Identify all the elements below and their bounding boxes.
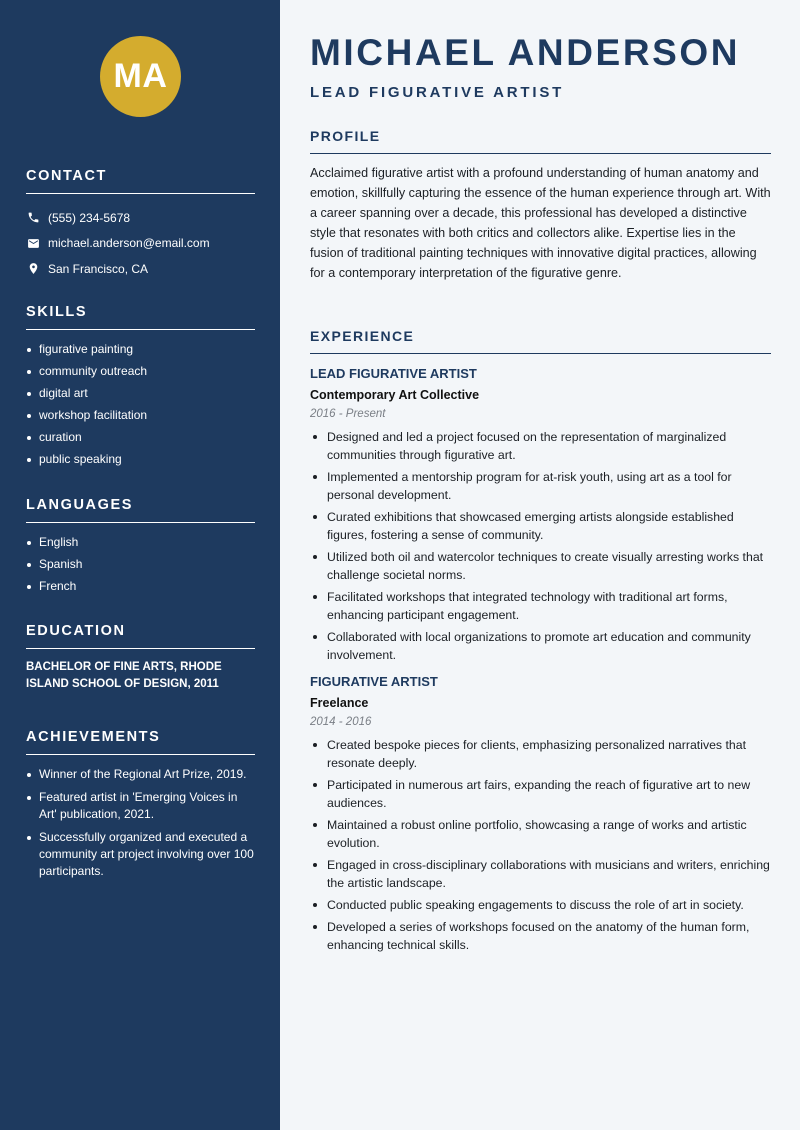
duty-item: Developed a series of workshops focused on the anatomy of the human form, enhancing technical skills.: [310, 918, 771, 954]
language-item: French: [26, 578, 255, 595]
language-item: Spanish: [26, 556, 255, 573]
skills-list: [26, 341, 255, 468]
skill-item: figurative painting: [26, 341, 255, 358]
skills-heading: SKILLS: [26, 304, 255, 330]
achievement-item: Featured artist in 'Emerging Voices in Art' publication, 2021.: [26, 789, 255, 823]
contact-heading: CONTACT: [26, 168, 255, 194]
contact-email: [26, 231, 255, 257]
achievement-item: Winner of the Regional Art Prize, 2019.: [26, 766, 255, 783]
duty-item: Designed and led a project focused on the representation of marginalized communities through figurative art.: [310, 428, 771, 464]
languages-section: [26, 497, 255, 600]
job-entry: [310, 366, 771, 664]
duty-item: Engaged in cross-disciplinary collaborations with musicians and writers, enriching the artistic landscape.: [310, 856, 771, 892]
duty-item: Utilized both oil and watercolor techniques to create visually arresting works that challenge societal norms.: [310, 548, 771, 584]
sidebar: [0, 0, 280, 1130]
profile-section: [310, 128, 771, 283]
phone-icon: [26, 211, 40, 225]
job-company: Freelance: [310, 696, 369, 710]
skill-item: community outreach: [26, 363, 255, 380]
duty-item: Implemented a mentorship program for at-risk youth, using art as a tool for personal development.: [310, 468, 771, 504]
experience-heading: EXPERIENCE: [310, 328, 771, 354]
achievement-item: Successfully organized and executed a community art project involving over 100 participants.: [26, 829, 255, 880]
achievements-heading: ACHIEVEMENTS: [26, 729, 255, 755]
duty-item: Participated in numerous art fairs, expanding the reach of figurative art to new audiences.: [310, 776, 771, 812]
achievements-list: [26, 766, 255, 880]
skill-item: public speaking: [26, 451, 255, 468]
job-dates: 2014 - 2016: [310, 716, 372, 728]
duty-item: Maintained a robust online portfolio, showcasing a range of works and artistic evolution.: [310, 816, 771, 852]
candidate-title: LEAD FIGURATIVE ARTIST: [310, 84, 565, 101]
skill-item: workshop facilitation: [26, 407, 255, 424]
location-text: San Francisco, CA: [48, 261, 149, 276]
duty-item: Created bespoke pieces for clients, emphasizing personalized narratives that resonate deeply.: [310, 736, 771, 772]
job-title: LEAD FIGURATIVE ARTIST: [310, 366, 477, 381]
email-icon: [26, 236, 40, 250]
skill-item: curation: [26, 429, 255, 446]
job-duties: [310, 428, 771, 664]
skill-item: digital art: [26, 385, 255, 402]
contact-location: [26, 256, 255, 282]
duty-item: Facilitated workshops that integrated technology with traditional art forms, enhancing participant engagement.: [310, 588, 771, 624]
duty-item: Curated exhibitions that showcased emerging artists alongside established figures, fostering a sense of community.: [310, 508, 771, 544]
duty-item: Collaborated with local organizations to promote art education and community involvement.: [310, 628, 771, 664]
contact-list: [26, 205, 255, 282]
languages-list: [26, 534, 255, 595]
achievements-section: [26, 729, 255, 886]
skills-section: [26, 304, 255, 473]
education-section: [26, 623, 255, 693]
email-address[interactable]: michael.anderson@email.com: [48, 236, 210, 251]
experience-section: [310, 328, 771, 958]
contact-section: [26, 168, 255, 282]
languages-heading: LANGUAGES: [26, 497, 255, 523]
job-title: FIGURATIVE ARTIST: [310, 674, 438, 689]
location-pin-icon: [26, 262, 40, 276]
education-degree: BACHELOR OF FINE ARTS, RHODE ISLAND SCHOOL OF DESIGN, 2011: [26, 661, 222, 690]
duty-item: Conducted public speaking engagements to discuss the role of art in society.: [310, 896, 771, 914]
candidate-name: MICHAEL ANDERSON: [310, 32, 741, 73]
avatar: MA: [100, 36, 181, 117]
job-company: Contemporary Art Collective: [310, 388, 480, 402]
contact-phone: [26, 205, 255, 231]
profile-text: Acclaimed figurative artist with a profound understanding of human anatomy and emotion, skillfully capturing the essence of the human experience through art. With a career spanning over a decade, this professional has developed a distinctive style that resonates with both critics and collectors alike. Expertise lies in the fusion of traditional painting techniques with innovative digital practices, allowing for a contemporary interpretation of the figurative genre.: [310, 166, 771, 280]
job-dates: 2016 - Present: [310, 408, 386, 420]
job-duties: [310, 736, 771, 954]
education-heading: EDUCATION: [26, 623, 255, 649]
phone-number[interactable]: (555) 234-5678: [48, 210, 131, 225]
language-item: English: [26, 534, 255, 551]
job-entry: [310, 674, 771, 954]
profile-heading: PROFILE: [310, 128, 771, 154]
